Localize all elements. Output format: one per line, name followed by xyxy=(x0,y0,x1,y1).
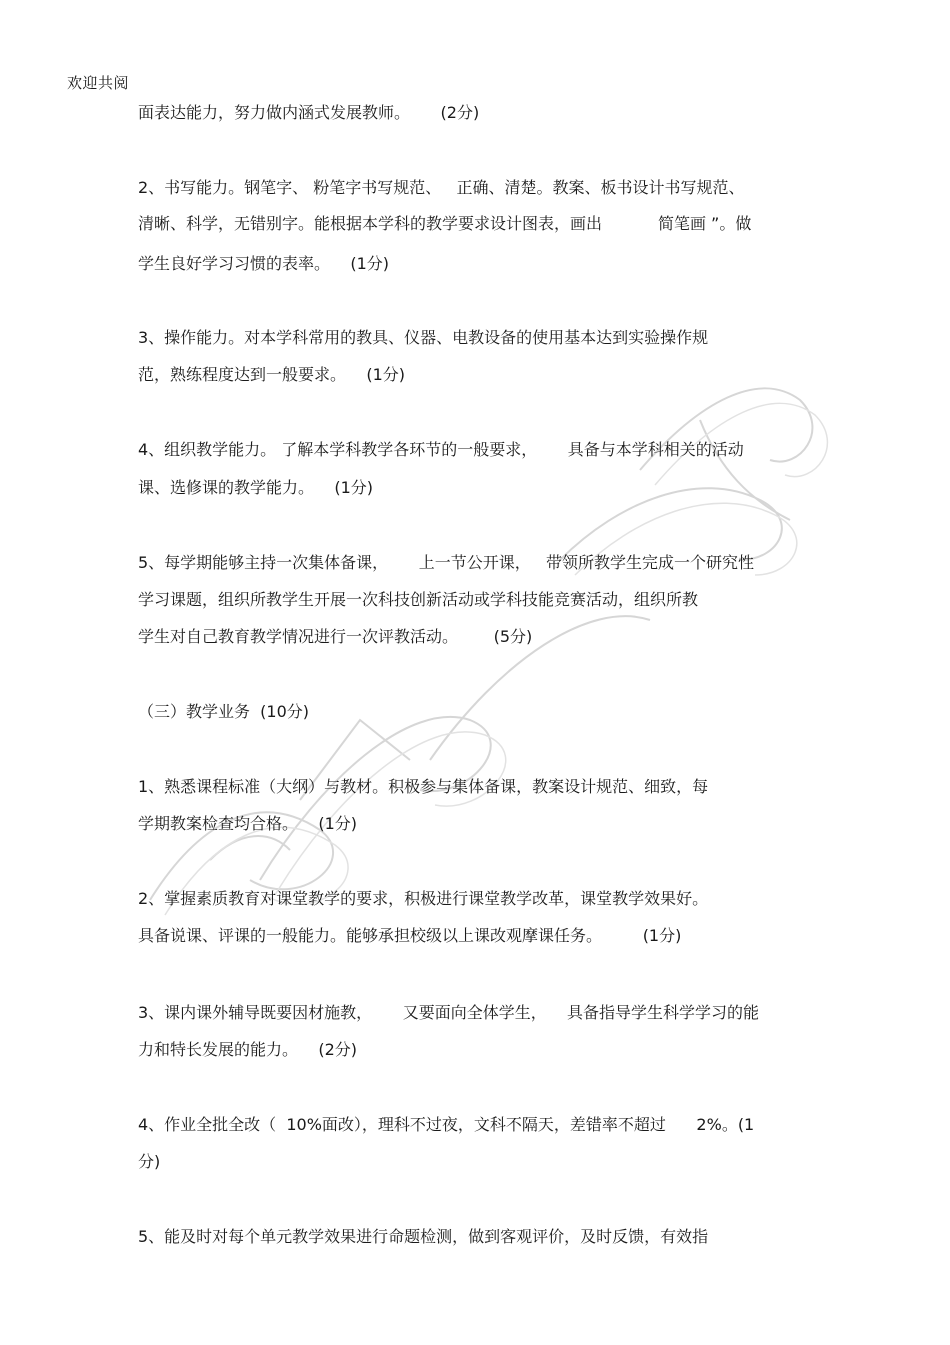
body-line: 学习课题，组织所教学生开展一次科技创新活动或学科技能竞赛活动，组织所教 xyxy=(138,590,699,609)
body-line: 2、书写能力。钢笔字、 粉笔字书写规范、 正确、清楚。教案、板书设计书写规范、 xyxy=(138,178,745,197)
body-line: 学期教案检查均合格。 (1分) xyxy=(138,814,358,833)
body-line: 范，熟练程度达到一般要求。 (1分) xyxy=(138,365,406,384)
body-line: 分) xyxy=(138,1152,161,1171)
body-line: 5、每学期能够主持一次集体备课， 上一节公开课， 带领所教学生完成一个研究性 xyxy=(138,553,754,572)
body-line: 3、课内课外辅导既要因材施教， 又要面向全体学生， 具备指导学生科学学习的能 xyxy=(138,1003,760,1022)
body-line: 力和特长发展的能力。 (2分) xyxy=(138,1040,358,1059)
body-line: 面表达能力，努力做内涵式发展教师。 (2分) xyxy=(138,103,480,122)
body-line: 3、操作能力。对本学科常用的教具、仪器、电教设备的使用基本达到实验操作规 xyxy=(138,328,709,347)
body-line: 清晰、科学，无错别字。能根据本学科的教学要求设计图表，画出 简笔画 ”。做 xyxy=(138,214,752,233)
body-line: 课、选修课的教学能力。 (1分) xyxy=(138,478,374,497)
body-line: 2、掌握素质教育对课堂教学的要求，积极进行课堂教学改革，课堂教学效果好。 xyxy=(138,889,709,908)
body-line: 1、熟悉课程标准（大纲）与教材。积极参与集体备课，教案设计规范、细致，每 xyxy=(138,777,709,796)
section-heading: （三）教学业务 (10分) xyxy=(138,702,310,721)
body-line: 学生良好学习习惯的表率。 (1分) xyxy=(138,254,390,273)
header-title: 欢迎共阅 xyxy=(67,74,130,92)
body-line: 5、能及时对每个单元教学效果进行命题检测，做到客观评价，及时反馈，有效指 xyxy=(138,1227,709,1246)
body-line: 学生对自己教育教学情况进行一次评教活动。 (5分) xyxy=(138,627,533,646)
body-line: 具备说课、评课的一般能力。能够承担校级以上课改观摩课任务。 (1分) xyxy=(138,926,682,945)
body-line: 4、组织教学能力。 了解本学科教学各环节的一般要求， 具备与本学科相关的活动 xyxy=(138,440,744,459)
body-line: 4、作业全批全改（ 10%面改），理科不过夜，文科不隔天，差错率不超过 2%。(1 xyxy=(138,1115,755,1134)
